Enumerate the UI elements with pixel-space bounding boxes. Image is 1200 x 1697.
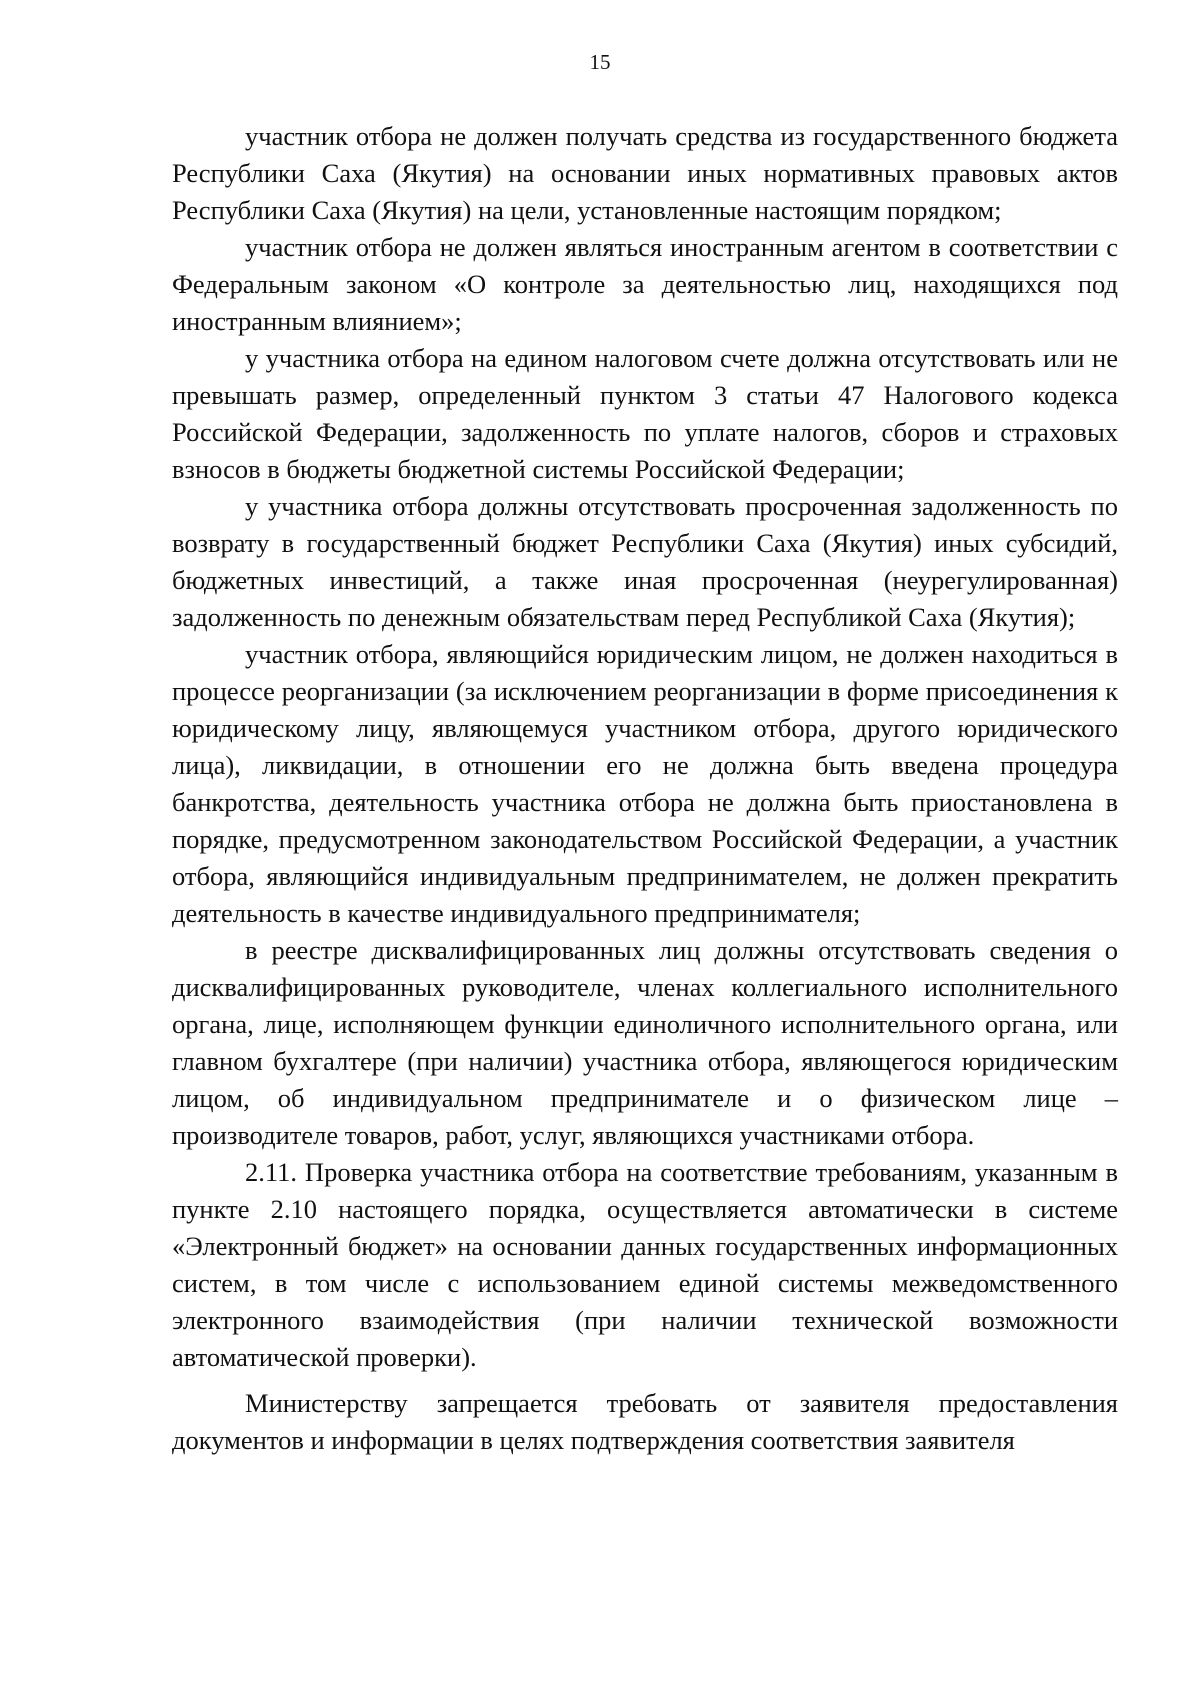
- page-number: 15: [589, 50, 611, 74]
- paragraph-ministry-prohibition: Министерству запрещается требовать от заявителя предоставления документов и информации в целях подтверждения соответствия заявителя: [172, 1388, 1118, 1455]
- paragraph-disqualified-persons: в реестре дисквалифицированных лиц должны отсутствовать сведения о дисквалифицированных руководителе, членах коллегиального исполнительного органа, лице, исполняющем функции единоличного исполнительного органа, или главном бухгалтере (при наличии) участника отбора, являющегося юридическим лицом, об индивидуальном предпринимателе и о физическом лице – производителе товаров, работ, услуг, являющихся участниками отбора.: [172, 935, 1118, 1150]
- paragraph-no-other-budget-funds: участник отбора не должен получать средства из государственного бюджета Республики Саха (Якутия) на основании иных нормативных правовых актов Республики Саха (Якутия) на цели, установленные настоящим порядком;: [172, 121, 1118, 225]
- paragraph-section-2-11: 2.11. Проверка участника отбора на соответствие требованиям, указанным в пункте 2.10 настоящего порядка, осуществляется автоматически в системе «Электронный бюджет» на основании данных государственных информационных систем, в том числе с использованием единой системы межведомственного электронного взаимодействия (при наличии технической возможности автоматической проверки).: [172, 1157, 1118, 1372]
- paragraph-not-foreign-agent: участник отбора не должен являться иностранным агентом в соответствии с Федеральным законом «О контроле за деятельностью лиц, находящихся под иностранным влиянием»;: [172, 232, 1118, 336]
- document-body: [172, 118, 1118, 1459]
- paragraph-overdue-debt: у участника отбора должны отсутствовать просроченная задолженность по возврату в государственный бюджет Республики Саха (Якутия) иных субсидий, бюджетных инвестиций, а также иная просроченная (неурегулированная) задолженность по денежным обязательствам перед Республикой Саха (Якутия);: [172, 491, 1118, 632]
- paragraph-reorganization: участник отбора, являющийся юридическим лицом, не должен находиться в процессе реорганизации (за исключением реорганизации в форме присоединения к юридическому лицу, являющемуся участником отбора, другого юридического лица), ликвидации, в отношении его не должна быть введена процедура банкротства, деятельность участника отбора не должна быть приостановлена в порядке, предусмотренном законодательством Российской Федерации, а участник отбора, являющийся индивидуальным предпринимателем, не должен прекратить деятельность в качестве индивидуального предпринимателя;: [172, 639, 1118, 928]
- paragraph-tax-debt: у участника отбора на едином налоговом счете должна отсутствовать или не превышать размер, определенный пунктом 3 статьи 47 Налогового кодекса Российской Федерации, задолженность по уплате налогов, сборов и страховых взносов в бюджеты бюджетной системы Российской Федерации;: [172, 343, 1118, 484]
